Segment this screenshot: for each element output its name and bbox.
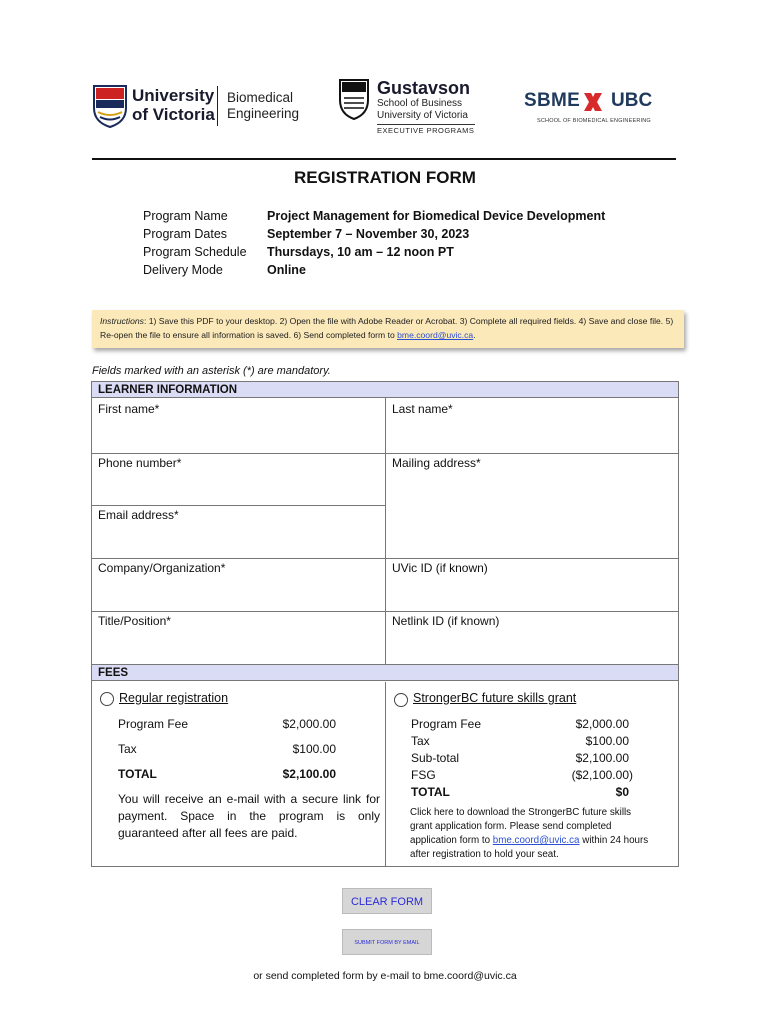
grant-fsg-value: ($2,100.00)	[571, 768, 633, 782]
page-title: REGISTRATION FORM	[294, 168, 476, 187]
regular-total-label: TOTAL	[118, 767, 157, 781]
delivery-mode-value: Online	[267, 263, 306, 277]
sbme-ubc-logo	[524, 90, 656, 130]
strongerbc-grant-label[interactable]: StrongerBC future skills grant	[413, 691, 577, 705]
fees-header: FEES	[92, 665, 678, 681]
learner-info-header: LEARNER INFORMATION	[92, 382, 678, 398]
regular-total-value: $2,100.00	[282, 767, 336, 781]
row-divider	[92, 505, 385, 506]
regular-registration-label[interactable]: Regular registration	[119, 691, 229, 705]
gustavson-sub-line1: School of Business	[377, 98, 463, 109]
mailing-address-field[interactable]	[392, 456, 672, 556]
phone-field[interactable]	[98, 456, 378, 504]
mailing-address-label: Mailing address*	[392, 456, 481, 470]
netlink-id-field[interactable]	[392, 614, 672, 662]
row-divider	[92, 611, 678, 612]
clear-form-button[interactable]: CLEAR FORM	[342, 888, 432, 914]
ubc-text: UBC	[611, 90, 653, 111]
regular-tax-label: Tax	[118, 742, 137, 756]
header-rule	[92, 158, 676, 160]
mandatory-note: Fields marked with an asterisk (*) are mandatory.	[92, 365, 331, 377]
regular-program-fee-value: $2,000.00	[282, 717, 336, 731]
gustavson-sub-line2: University of Victoria	[377, 110, 468, 121]
last-name-label: Last name*	[392, 402, 453, 416]
strongerbc-grant-radio[interactable]	[394, 693, 408, 707]
grant-tax-value: $100.00	[585, 734, 629, 748]
uvic-name-line2: of Victoria	[132, 105, 215, 124]
regular-payment-note: You will receive an e-mail with a secure link for payment. Space in the program is only guaranteed after all fees are paid.	[118, 792, 380, 840]
grant-note-text-end: within 24 hours after registration to hold your seat.	[410, 835, 649, 860]
grant-application-note[interactable]	[410, 806, 655, 862]
netlink-id-label: Netlink ID (if known)	[392, 614, 500, 628]
company-field[interactable]	[98, 561, 378, 609]
program-dates-label: Program Dates	[143, 227, 228, 241]
uvic-name-line1: University	[132, 86, 215, 105]
regular-registration-radio[interactable]	[100, 692, 114, 706]
grant-program-fee-label: Program Fee	[411, 717, 482, 731]
uvic-dept-line1: Biomedical	[227, 90, 294, 105]
gustavson-exec: EXECUTIVE PROGRAMS	[377, 126, 475, 135]
last-name-field[interactable]	[392, 402, 672, 452]
gustavson-name: Gustavson	[377, 78, 471, 98]
sbme-mark-icon	[582, 91, 604, 113]
gustavson-underline	[377, 124, 475, 125]
instructions-text-end: .	[473, 330, 476, 340]
column-divider	[385, 398, 386, 664]
instructions-label: Instructions	[100, 316, 144, 326]
email-field[interactable]	[98, 508, 378, 556]
uvic-crest-icon	[92, 84, 128, 128]
program-name-label: Program Name	[143, 209, 228, 223]
program-schedule-value: Thursdays, 10 am – 12 noon PT	[267, 245, 454, 259]
first-name-field[interactable]	[98, 402, 378, 452]
instructions-email-link[interactable]: bme.coord@uvic.ca	[397, 330, 474, 340]
grant-subtotal-value: $2,100.00	[575, 751, 629, 765]
grant-total-value: $0	[615, 785, 629, 799]
submit-form-by-email-button[interactable]: SUBMIT FORM BY EMAIL	[342, 929, 432, 955]
instructions-text: : 1) Save this PDF to your desktop. 2) Open the file with Adobe Reader or Acrobat. 3) Complete all required fields. 4) Save and close file. 5) Re-open the file to ensure all information is saved. 6) Send completed form to	[100, 316, 674, 340]
grant-fsg-label: FSG	[411, 768, 436, 782]
grant-tax-label: Tax	[411, 734, 430, 748]
company-label: Company/Organization*	[98, 561, 226, 575]
title-position-label: Title/Position*	[98, 614, 171, 628]
regular-program-fee-label: Program Fee	[118, 717, 189, 731]
uvic-id-field[interactable]	[392, 561, 672, 609]
grant-program-fee-value: $2,000.00	[575, 717, 629, 731]
email-label: Email address*	[98, 508, 179, 522]
row-divider	[92, 453, 678, 454]
grant-total-label: TOTAL	[411, 785, 450, 799]
delivery-mode-label: Delivery Mode	[143, 263, 223, 277]
program-name-value: Project Management for Biomedical Device Development	[267, 209, 606, 223]
row-divider	[92, 558, 678, 559]
uvic-id-label: UVic ID (if known)	[392, 561, 488, 575]
instructions-note	[92, 310, 684, 348]
program-schedule-label: Program Schedule	[143, 245, 247, 259]
fees-column-divider	[385, 682, 386, 867]
grant-note-text: Click here to download the StrongerBC future skills grant application form. Please send completed application form to	[410, 807, 632, 846]
logo-divider	[217, 86, 218, 126]
grant-subtotal-label: Sub-total	[411, 751, 460, 765]
registration-table	[91, 381, 679, 867]
uvic-dept-line2: Engineering	[227, 106, 300, 121]
phone-label: Phone number*	[98, 456, 182, 470]
grant-email-link[interactable]: bme.coord@uvic.ca	[492, 835, 580, 846]
title-position-field[interactable]	[98, 614, 378, 662]
gustavson-logo	[338, 78, 488, 136]
regular-tax-value: $100.00	[292, 742, 336, 756]
first-name-label: First name*	[98, 402, 160, 416]
sbme-text: SBME	[524, 90, 581, 111]
uvic-bme-logo	[92, 84, 307, 128]
footer-note: or send completed form by e-mail to bme.coord@uvic.ca	[253, 970, 517, 982]
program-dates-value: September 7 – November 30, 2023	[267, 227, 470, 241]
gustavson-crest-icon	[338, 78, 370, 120]
sbme-subtitle: SCHOOL OF BIOMEDICAL ENGINEERING	[537, 118, 651, 124]
